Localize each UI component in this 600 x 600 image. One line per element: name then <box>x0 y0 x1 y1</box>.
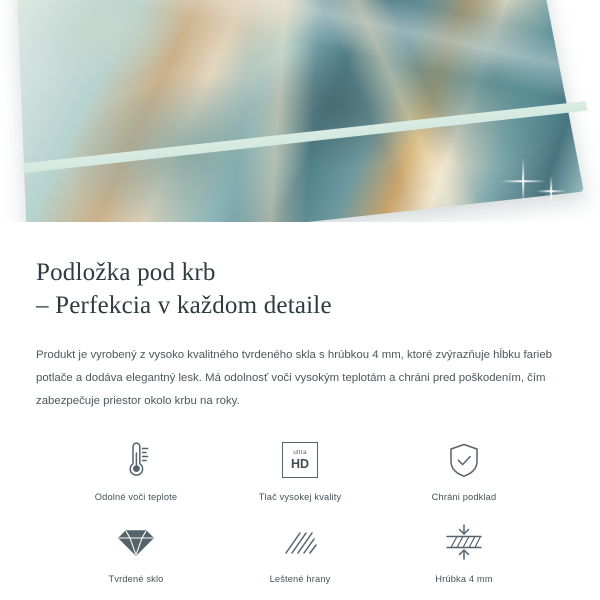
feature-item-print-quality <box>218 438 382 502</box>
ultra-hd-top-label: ultra <box>293 449 307 457</box>
feature-item-temperature <box>54 438 218 502</box>
feature-item-thickness <box>382 520 546 584</box>
feature-label: Hrúbka 4 mm <box>435 574 493 585</box>
feature-item-polished-edges <box>218 520 382 584</box>
page-title <box>36 256 564 322</box>
shield-check-icon <box>444 438 484 482</box>
feature-item-tempered-glass <box>54 520 218 584</box>
feature-label: Tvrdené sklo <box>108 574 164 585</box>
content-block <box>0 222 600 584</box>
feature-item-surface-protection <box>382 438 546 502</box>
feature-label: Leštené hrany <box>269 574 331 585</box>
title-line-2: – Perfekcia v každom detaile <box>36 292 332 319</box>
title-line-1: Podložka pod krb <box>36 259 216 286</box>
hero-image <box>0 0 600 222</box>
ultra-hd-bottom-label: HD <box>290 456 310 471</box>
polished-edges-icon <box>280 520 320 564</box>
ultra-hd-icon <box>282 438 318 482</box>
feature-label: Tlač vysokej kvality <box>258 492 342 503</box>
feature-grid <box>36 438 564 584</box>
diamond-icon <box>115 520 157 564</box>
feature-label: Odolné voči teplote <box>94 492 178 503</box>
thermometer-icon <box>116 438 156 482</box>
feature-label: Chráni podklad <box>431 492 497 503</box>
thickness-icon <box>442 520 486 564</box>
product-description: Produkt je vyrobený z vysoko kvalitného tvrdeného skla s hrúbkou 4 mm, ktoré zvýrazňuje hĺbku farieb potlače a dodáva elegantný lesk. Má odolnosť voči vysokým teplotám a chráni pred poškodením, čím zabezpečuje priestor okolo krbu na roky. <box>36 349 552 407</box>
